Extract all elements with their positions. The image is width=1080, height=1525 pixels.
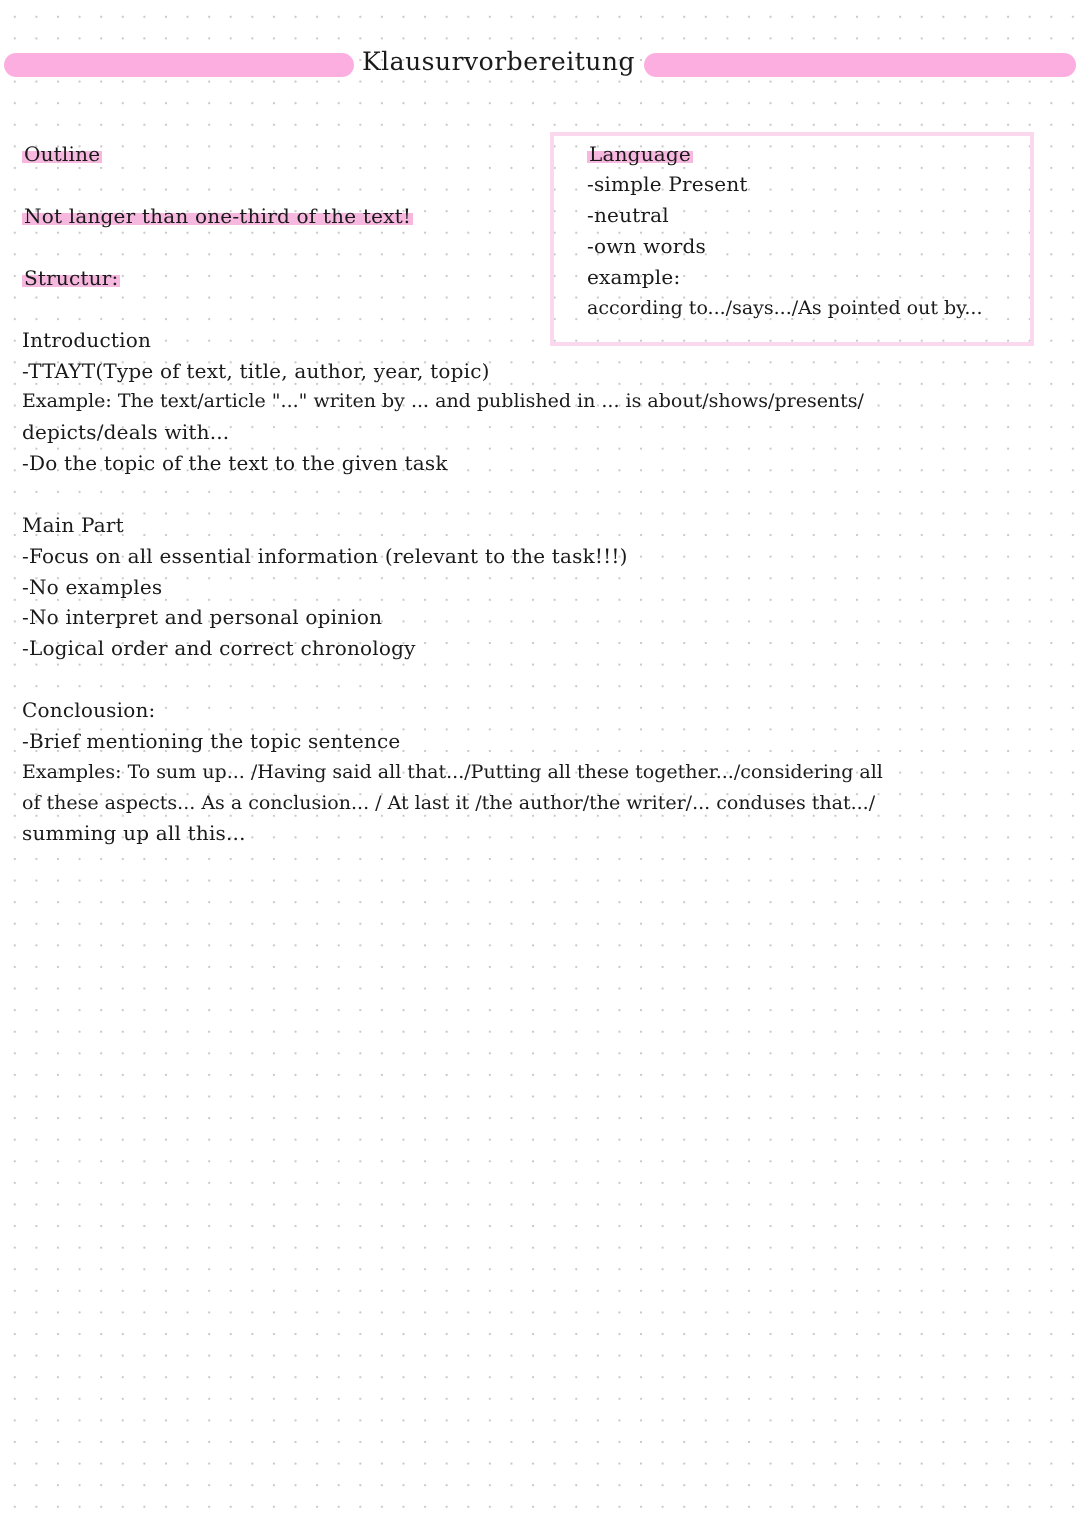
page-title: Klausurvorbereitung xyxy=(362,47,635,76)
introduction-line: -TTAYT(Type of text, title, author, year, topic) xyxy=(22,359,490,383)
main-part-line: -Logical order and correct chronology xyxy=(22,636,416,660)
conclusion-heading: Conclousion: xyxy=(22,698,156,722)
language-item: -own words xyxy=(587,234,706,258)
conclusion-line: of these aspects... As a conclusion... / At last it /the author/the writer/... conduses that.../ xyxy=(22,792,876,814)
language-item: -neutral xyxy=(587,203,669,227)
introduction-heading: Introduction xyxy=(22,328,152,352)
conclusion-line: Examples: To sum up... /Having said all that.../Putting all these together.../considering all xyxy=(22,761,883,783)
conclusion-line: -Brief mentioning the topic sentence xyxy=(22,729,401,753)
language-item: -simple Present xyxy=(587,172,748,196)
title-bar-left xyxy=(4,53,354,77)
language-item: example: xyxy=(587,265,681,289)
introduction-line: Example: The text/article "..." writen by ... and published in ... is about/shows/presents/ xyxy=(22,390,864,412)
introduction-line: -Do the topic of the text to the given task xyxy=(22,451,448,475)
outline-length-note: Not langer than one-third of the text! xyxy=(24,204,412,228)
main-part-line: -Focus on all essential information (relevant to the task!!!) xyxy=(22,544,628,568)
conclusion-line: summing up all this... xyxy=(22,821,246,845)
language-item: according to.../says.../As pointed out by... xyxy=(587,297,983,319)
main-part-heading: Main Part xyxy=(22,513,124,537)
language-heading: Language xyxy=(589,142,691,166)
introduction-line: depicts/deals with... xyxy=(22,420,230,444)
title-bar-right xyxy=(644,53,1076,77)
main-part-line: -No examples xyxy=(22,575,163,599)
outline-heading: Outline xyxy=(24,142,101,166)
main-part-line: -No interpret and personal opinion xyxy=(22,605,383,629)
structure-label: Structur: xyxy=(24,266,119,290)
